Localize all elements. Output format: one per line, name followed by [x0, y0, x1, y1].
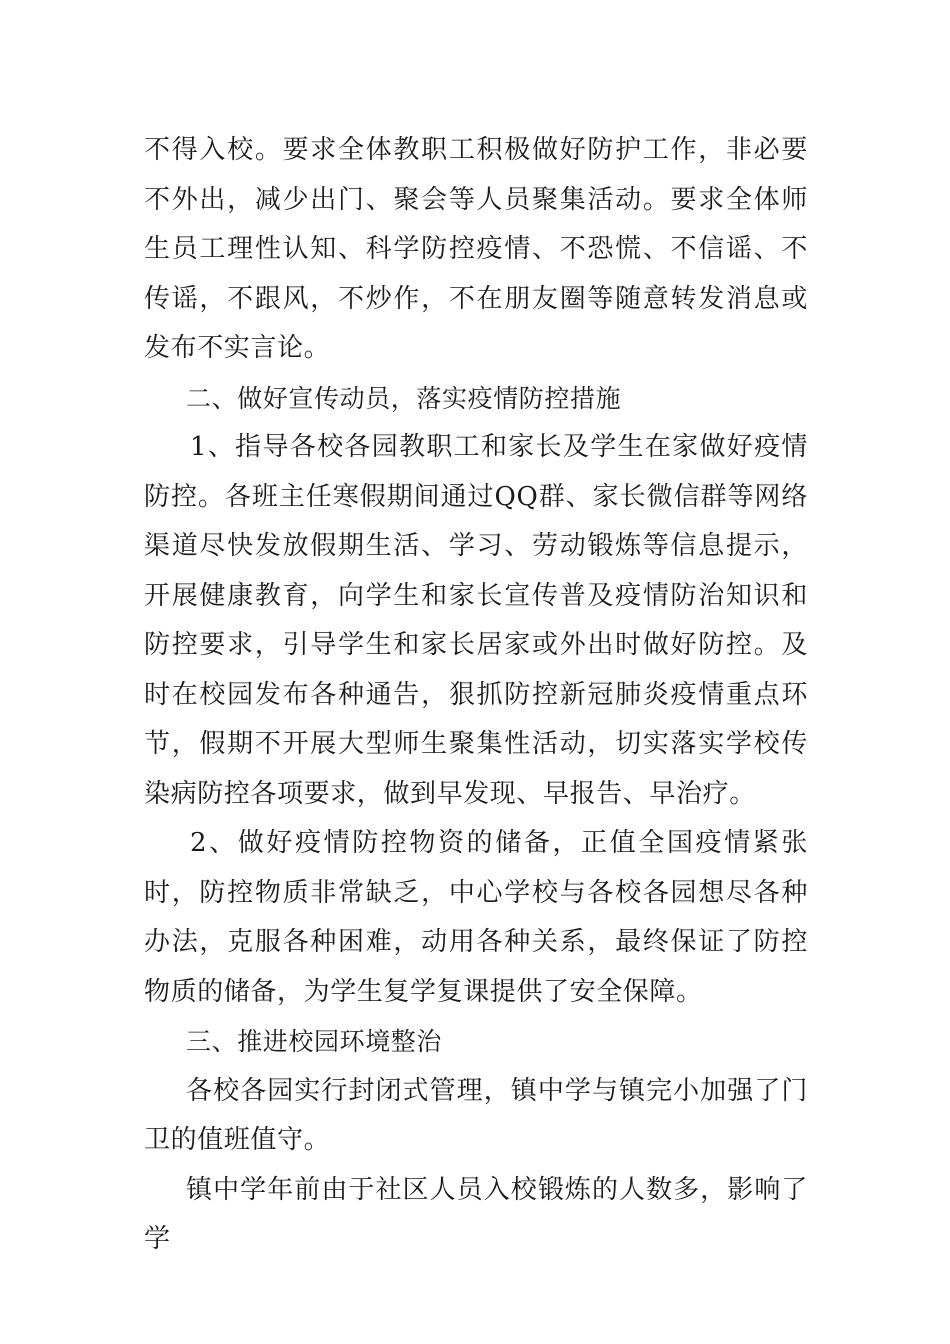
paragraph-item-1: 1、指导各校各园教职工和家长及学生在家做好疫情防控。各班主任寒假期间通过QQ群、家长微信群等网络渠道尽快发放假期生活、学习、劳动锻炼等信息提示，开展健康教育，向学生和家长宣传普及疫情防治知识和防控要求，引导学生和家长居家或外出时做好防控。及时在校园发布各种通告，狠抓防控新冠肺炎疫情重点环节，假期不开展大型师生聚集性活动，切实落实学校传染病防控各项要求，做到早发现、早报告、早治疗。: [144, 432, 808, 809]
section-heading-3: 三、推进校园环境整治: [186, 1027, 443, 1056]
section-heading-2: 二、做好宣传动员，落实疫情防控措施: [186, 383, 622, 413]
paragraph-closed-management: 各校各园实行封闭式管理，镇中学与镇完小加强了门卫的值班值守。: [144, 1075, 808, 1155]
document-page: [144, 126, 808, 1265]
paragraph-continuation: 不得入校。要求全体教职工积极做好防护工作，非必要不外出，减少出门、聚会等人员聚集活动。要求全体师生员工理性认知、科学防控疫情、不恐慌、不信谣、不传谣，不跟风，不炒作，不在朋友圈等随意转发消息或发布不实言论。: [144, 135, 808, 363]
paragraph-item-2: 2、做好疫情防控物资的储备，正值全国疫情紧张时，防控物质非常缺乏，中心学校与各校各园想尽各种办法，克服各种困难，动用各种关系，最终保证了防控物质的储备，为学生复学复课提供了安全保障。: [144, 828, 808, 1007]
paragraph-town-school: 镇中学年前由于社区人员入校锻炼的人数多，影响了学: [144, 1174, 808, 1254]
